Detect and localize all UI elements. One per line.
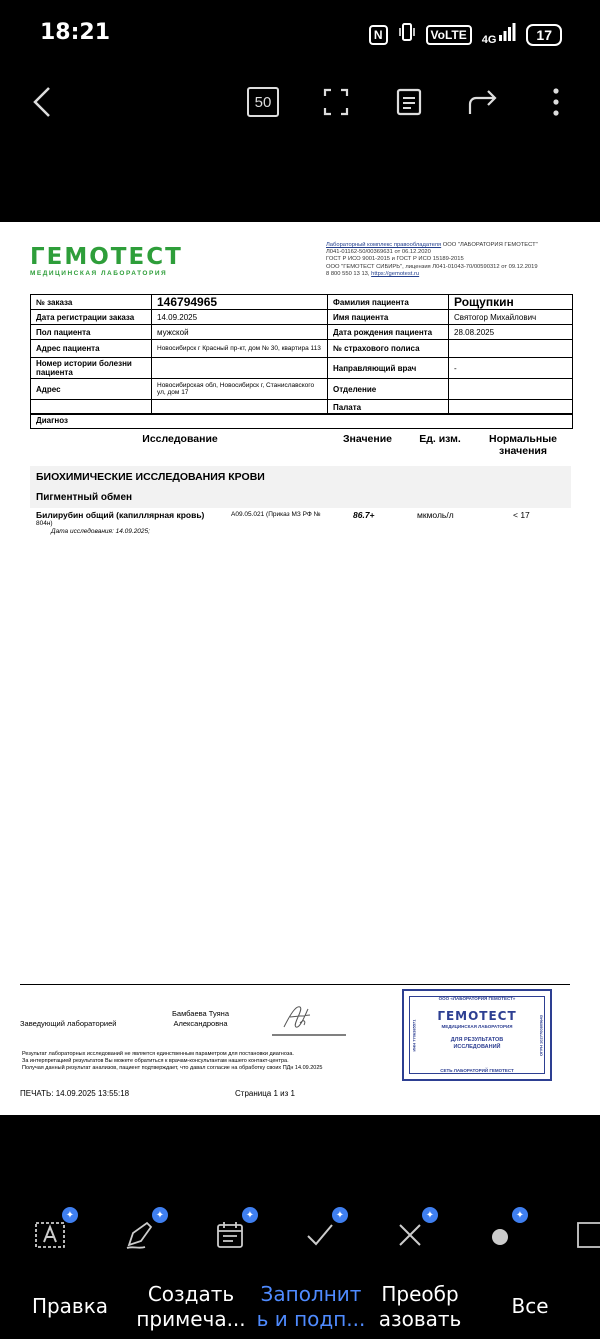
logo-subtitle: МЕДИЦИНСКАЯ ЛАБОРАТОРИЯ	[30, 270, 168, 277]
address-label: Адрес	[31, 379, 152, 399]
stamp-frame	[409, 996, 545, 1074]
disclaimer	[22, 1051, 382, 1072]
birth-label: Дата рождения пациента	[328, 325, 449, 339]
name-value: Святогор Михайлович	[454, 312, 537, 322]
signal-icon	[498, 23, 516, 46]
diagnosis-label: Диагноз	[36, 416, 68, 425]
subsection-title-text: Пигментный обмен	[36, 492, 133, 503]
tab-edit[interactable]: Правка	[31, 1294, 109, 1318]
tab-annotate-line2: примеча...	[136, 1307, 246, 1331]
stamp-top: ООО «ЛАБОРАТОРИЯ ГЕМОТЕСТ»	[438, 996, 516, 1001]
partial-box-icon	[568, 1219, 600, 1251]
info-row	[31, 325, 572, 340]
stamp-inn: ИНН 7706385571	[411, 1019, 417, 1052]
info-row	[31, 358, 572, 379]
ai-spark-icon: ✦	[152, 1207, 168, 1223]
document-page[interactable]	[0, 222, 600, 1115]
annotation-toolbar	[0, 1200, 600, 1270]
website-link[interactable]: https://gemotest.ru	[371, 270, 420, 277]
ai-spark-icon: ✦	[62, 1207, 78, 1223]
battery-icon: 17	[526, 24, 562, 46]
stamp-ogrn: ОГРН 1027700809643	[538, 1015, 544, 1056]
surname-label: Фамилия пациента	[328, 295, 449, 309]
text-tool-button[interactable]	[28, 1209, 75, 1255]
status-time: 18:21	[40, 20, 111, 45]
order-label: № заказа	[31, 295, 152, 309]
doctor-value: -	[454, 363, 457, 373]
result-code-line2: 804н)	[36, 519, 53, 527]
order-value: 146794965	[152, 295, 328, 309]
document-icon	[396, 88, 422, 116]
check-tool-button[interactable]	[298, 1209, 345, 1255]
signature-image	[270, 997, 350, 1037]
pen-tool-button[interactable]	[118, 1209, 165, 1255]
license-phone: 8 800 550 13 13,	[326, 270, 372, 277]
tab-convert-line2: азовать	[378, 1307, 462, 1331]
info-row	[31, 379, 572, 400]
ai-spark-icon: ✦	[242, 1207, 258, 1223]
subsection-title	[30, 486, 571, 508]
calendar-tool-button[interactable]	[208, 1209, 255, 1255]
footer-divider	[20, 984, 570, 985]
tab-fill-sign-line2: ь и подп...	[256, 1307, 366, 1331]
tab-fill-sign-line1: Заполнит	[260, 1282, 362, 1306]
history-value	[152, 358, 328, 378]
department-value	[449, 379, 572, 399]
dot-icon	[484, 1219, 516, 1251]
lab-stamp	[402, 989, 552, 1081]
ward-value	[449, 400, 572, 414]
tab-annotate-line1: Создать	[147, 1282, 235, 1306]
disclaimer-line3: Получая данный результат анализов, пациент подтверждает, что давал согласие на обработку своих ПДн 14.09.2025	[22, 1065, 323, 1071]
tab-annotate[interactable]	[136, 1282, 246, 1332]
empty-cell	[31, 400, 152, 414]
head-name	[158, 1009, 243, 1029]
result-name: Билирубин общий (капиллярная кровь)	[36, 510, 205, 520]
stamp-purpose-line1: ДЛЯ РЕЗУЛЬТАТОВ	[450, 1037, 504, 1043]
surname-value: Рощупкин	[454, 295, 514, 309]
share-icon	[466, 88, 500, 116]
section-title-text: БИОХИМИЧЕСКИЕ ИССЛЕДОВАНИЯ КРОВИ	[36, 471, 265, 483]
nfc-icon: N	[369, 25, 388, 45]
pen-icon	[123, 1219, 157, 1251]
top-toolbar	[0, 72, 600, 132]
column-norm	[478, 433, 568, 457]
print-timestamp: ПЕЧАТЬ: 14.09.2025 13:55:18	[20, 1089, 130, 1098]
license-link[interactable]: Лабораторный комплекс правообладателя	[326, 242, 442, 248]
column-study: Исследование	[142, 433, 218, 445]
section-title	[30, 466, 571, 486]
page-count-badge: 50	[247, 87, 279, 117]
ward-label: Палата	[328, 400, 449, 414]
patient-address-value: Новосибирск г Красный пр-кт, дом № 30, квартира 113	[152, 340, 328, 357]
result-code-line1: A09.05.021 (Приказ МЗ РФ №	[231, 511, 321, 518]
stamp-bottom: СЕТЬ ЛАБОРАТОРИЙ ГЕМОТЕСТ	[440, 1068, 514, 1073]
tab-convert[interactable]	[370, 1282, 470, 1332]
column-value: Значение	[342, 433, 393, 445]
license-info	[326, 242, 576, 278]
column-unit: Ед. изм.	[419, 433, 461, 445]
reg-date-label: Дата регистрации заказа	[31, 310, 152, 324]
policy-label: № страхового полиса	[328, 340, 449, 357]
info-row	[31, 340, 572, 358]
company-logo	[30, 244, 183, 277]
result-date: Дата исследования: 14.09.2025;	[51, 528, 150, 535]
result-norm: < 17	[513, 510, 530, 520]
more-menu-button[interactable]	[536, 82, 576, 122]
text-box-icon	[33, 1219, 67, 1251]
column-norm-line1: Нормальные	[488, 433, 557, 445]
tab-all[interactable]: Все	[511, 1294, 549, 1318]
ai-spark-icon: ✦	[512, 1207, 528, 1223]
chevron-left-icon	[31, 86, 53, 118]
more-tools-button[interactable]	[568, 1215, 600, 1255]
info-row	[31, 310, 572, 325]
fullscreen-button[interactable]	[316, 82, 356, 122]
info-row	[31, 400, 572, 414]
ai-spark-icon: ✦	[332, 1207, 348, 1223]
result-unit: мкмоль/л	[417, 510, 454, 520]
diagnosis-row	[30, 413, 573, 429]
tab-convert-line1: Преобр	[381, 1282, 459, 1306]
bottom-tab-bar	[0, 1270, 600, 1339]
disclaimer-line1: Результат лабораторных исследований не является единственным параметром для постановки диагноза.	[22, 1051, 294, 1057]
stamp-purpose	[410, 1037, 544, 1051]
vibrate-icon	[398, 22, 416, 47]
network-label: 4G	[481, 34, 497, 46]
share-button[interactable]	[463, 82, 503, 122]
calendar-icon	[214, 1219, 246, 1251]
status-bar	[0, 0, 600, 70]
more-vertical-icon	[552, 87, 560, 117]
ai-spark-icon: ✦	[422, 1207, 438, 1223]
department-label: Отделение	[328, 379, 449, 399]
check-icon	[304, 1219, 336, 1251]
history-label: Номер истории болезни пациента	[31, 358, 152, 378]
head-name-line2: Александровна	[173, 1019, 228, 1028]
license-owner: ООО "ЛАБОРАТОРИЯ ГЕМОТЕСТ"	[441, 242, 538, 248]
info-row	[31, 295, 572, 310]
head-name-line1: Бамбаева Туяна	[172, 1009, 229, 1018]
license-number: Л041-01162-50/00369631 от 06.12.2020	[326, 249, 431, 256]
status-icons	[369, 22, 562, 47]
back-button[interactable]	[22, 82, 62, 122]
tab-fill-sign[interactable]	[256, 1282, 366, 1332]
empty-cell	[152, 400, 328, 414]
dot-tool-button[interactable]	[478, 1209, 525, 1255]
sex-label: Пол пациента	[31, 325, 152, 339]
disclaimer-line2: За интерпретацией результатов Вы можете обратиться к врачам-консультантам нашего контакт-центра.	[22, 1058, 289, 1064]
reading-mode-button[interactable]	[389, 82, 429, 122]
name-label: Имя пациента	[328, 310, 449, 324]
head-label: Заведующий лабораторией	[20, 1019, 117, 1028]
result-value: 86.7+	[353, 510, 375, 520]
address-value: Новосибирская обл, Новосибирск г, Станиславского ул, дом 17	[152, 379, 328, 399]
stamp-purpose-line2: ИССЛЕДОВАНИЙ	[453, 1044, 501, 1050]
stamp-name: ГЕМОТЕСТ	[437, 1009, 517, 1023]
doctor-label: Направляющий врач	[328, 358, 449, 378]
license-standards: ГОСТ Р ИСО 9001-2015 и ГОСТ Р ИСО 15189-2015	[326, 256, 464, 263]
page-number: Страница 1 из 1	[235, 1089, 295, 1098]
patient-info-table	[30, 294, 573, 415]
logo-name: ГЕМОТЕСТ	[30, 244, 183, 270]
network-icon	[482, 23, 517, 46]
license-siberia: ООО "ГЕМОТЕСТ СИБИРЬ", лицензия Л041-01043-70/00590312 от 09.12.2019	[326, 263, 538, 270]
birth-value: 28.08.2025	[454, 327, 495, 337]
page-thumbnails-button[interactable]	[243, 82, 283, 122]
fullscreen-icon	[323, 88, 349, 116]
reg-date-value: 14.09.2025	[152, 310, 328, 324]
policy-value	[449, 340, 572, 357]
cross-icon	[394, 1219, 426, 1251]
patient-address-label: Адрес пациента	[31, 340, 152, 357]
volte-icon: VoLTE	[426, 25, 472, 45]
stamp-sub: МЕДИЦИНСКАЯ ЛАБОРАТОРИЯ	[441, 1024, 513, 1029]
cross-tool-button[interactable]	[388, 1209, 435, 1255]
sex-value: мужской	[152, 325, 328, 339]
column-norm-line2: значения	[499, 445, 547, 457]
